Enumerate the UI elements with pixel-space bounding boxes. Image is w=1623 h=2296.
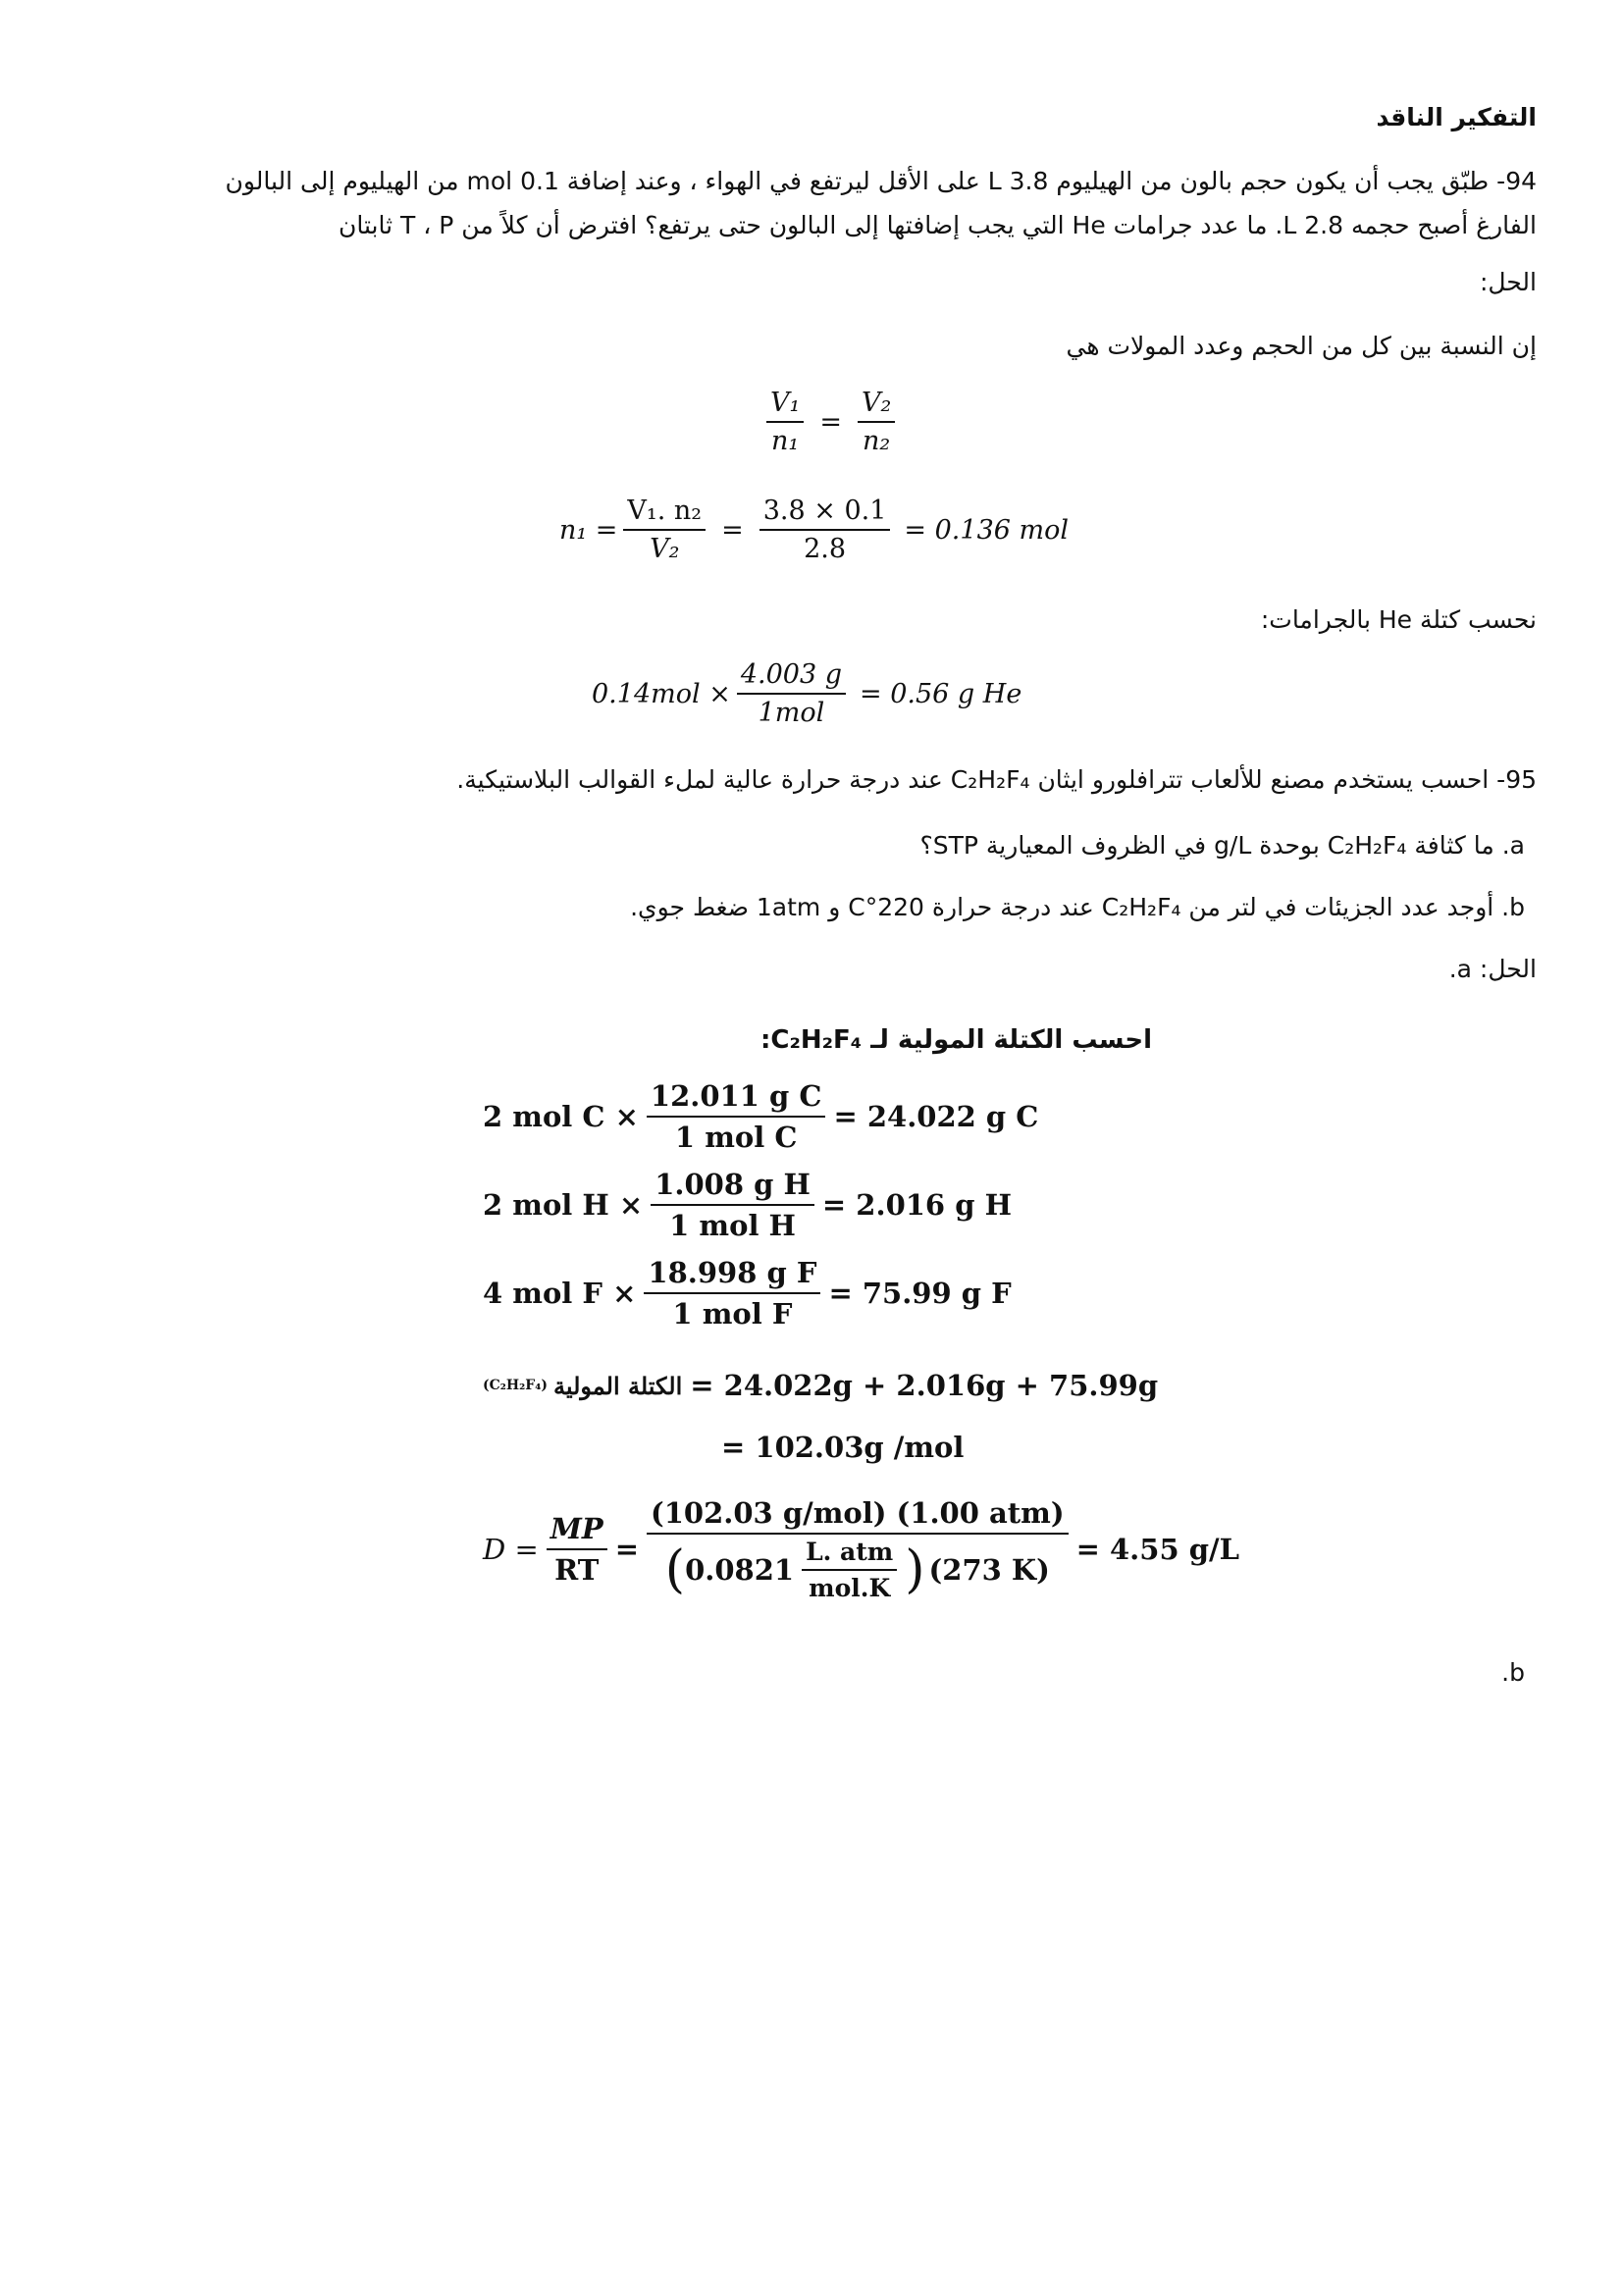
eq3-result: = 0.56 g He [860, 678, 1022, 709]
eq2-num1: V₁. n₂ [623, 496, 706, 531]
density-denominator [661, 1535, 1054, 1602]
density-result: = 4.55 g/L [1075, 1533, 1239, 1566]
fraction-gas-constant-units [802, 1538, 897, 1602]
eq3-lhs: 0.14mol × [592, 678, 731, 709]
eq1-right-num: V₂ [858, 388, 895, 423]
fraction-carbon [647, 1079, 826, 1154]
row-hydrogen-result: = 2.016 g H [821, 1188, 1012, 1222]
fraction-v1n2-v2 [623, 496, 706, 564]
fraction-v1-n1 [766, 388, 804, 456]
fraction-helium-molar-mass [737, 659, 846, 728]
eq2-den2: 2.8 [804, 534, 847, 564]
molar-row-fluorine [483, 1256, 1012, 1331]
row-carbon-result: = 24.022 g C [833, 1100, 1039, 1133]
density-gas-constant: 0.0821 [685, 1553, 795, 1587]
sum-label: الكتلة المولية [552, 1371, 683, 1400]
paren-open: ( [664, 1540, 686, 1599]
eq1-left-den: n₁ [771, 426, 800, 456]
moles-equation [559, 496, 1069, 564]
q95-part-b: b. أوجد عدد الجزيئات في لتر من C₂H₂F₄ عند درجة حرارة 220°C و 1atm ضغط جوي. [630, 893, 1525, 921]
q95-line-1: 95- احسب يستخدم مصنع للألعاب تترافلورو ايثان C₂H₂F₄ عند درجة حرارة عالية لملء القوالب البلاستيكية. [456, 765, 1537, 794]
fraction-fluorine [644, 1256, 820, 1331]
row-hydrogen-num: 1.008 g H [651, 1168, 814, 1206]
eq1-equals: = [819, 406, 842, 438]
row-fluorine-num: 18.998 g F [644, 1256, 820, 1294]
row-fluorine-den: 1 mol F [672, 1297, 793, 1331]
q94-mass-text: نحسب كتلة He بالجرامات: [1260, 605, 1537, 634]
eq2-lhs: n₁ = [559, 514, 618, 546]
density-lhs: D = [483, 1533, 539, 1566]
density-unit-den: mol.K [809, 1574, 891, 1602]
fraction-mp-rt [547, 1512, 607, 1587]
q94-solution-label: الحل: [1479, 268, 1537, 296]
molar-mass-sum [483, 1369, 1158, 1402]
mass-equation [592, 659, 1021, 728]
fraction-v2-n2 [858, 388, 895, 456]
eq1-left-num: V₁ [766, 388, 804, 423]
fraction-hydrogen [651, 1168, 814, 1242]
row-carbon-den: 1 mol C [674, 1121, 798, 1154]
fraction-values [759, 496, 891, 564]
row-hydrogen-den: 1 mol H [669, 1209, 796, 1242]
molar-mass-title: احسب الكتلة المولية لـ C₂H₂F₄: [760, 1025, 1152, 1055]
molar-row-hydrogen [483, 1168, 1012, 1242]
eq2-equals: = [721, 514, 744, 546]
density-temperature: (273 K) [928, 1553, 1050, 1587]
eq3-den: 1mol [758, 698, 825, 728]
q95-solution-label: الحل: a. [1448, 955, 1537, 983]
eq3-num: 4.003 g [737, 659, 846, 695]
q95-part-a: a. ما كثافة C₂H₂F₄ بوحدة g/L في الظروف المعيارية STP؟ [919, 831, 1525, 860]
paren-close: ) [905, 1540, 925, 1599]
density-equation [483, 1496, 1239, 1602]
density-num1: MP [547, 1512, 607, 1550]
density-den1: RT [554, 1553, 600, 1587]
eq2-num2: 3.8 × 0.1 [759, 496, 891, 531]
density-num2: (102.03 g/mol) (1.00 atm) [647, 1496, 1069, 1535]
row-carbon-num: 12.011 g C [647, 1079, 826, 1118]
eq1-right-den: n₂ [863, 426, 891, 456]
row-fluorine-result: = 75.99 g F [828, 1277, 1012, 1310]
row-fluorine-lhs: 4 mol F × [483, 1277, 637, 1310]
part-b-label: .b [1501, 1658, 1525, 1687]
density-unit-num: L. atm [802, 1538, 897, 1571]
molar-row-carbon [483, 1079, 1038, 1154]
sum-expression: = 24.022g + 2.016g + 75.99g [690, 1369, 1159, 1402]
q94-line-1: 94- طبّق يجب أن يكون حجم بالون من الهيليوم 3.8 L على الأقل ليرتفع في الهواء ، وعند إضافة 0.1 mol من الهيليوم إلى البالون [225, 167, 1537, 195]
section-heading: التفكير الناقد [1376, 103, 1537, 131]
molar-mass-result: = 102.03g /mol [721, 1431, 965, 1464]
ratio-equation [760, 388, 901, 456]
q94-ratio-text: إن النسبة بين كل من الحجم وعدد المولات هي [1066, 332, 1537, 360]
row-carbon-lhs: 2 mol C × [483, 1100, 639, 1133]
eq2-den1: V₂ [650, 534, 680, 564]
density-equals: = [614, 1533, 640, 1566]
sum-formula-subscript: (C₂H₂F₄) [483, 1378, 548, 1393]
row-hydrogen-lhs: 2 mol H × [483, 1188, 644, 1222]
fraction-density-values [647, 1496, 1069, 1602]
q94-line-2: الفارغ أصبح حجمه 2.8 L. ما عدد جرامات He التي يجب إضافتها إلى البالون حتى يرتفع؟ افترض أن كلاً من T ، P ثابتان [339, 211, 1537, 239]
eq2-result: = 0.136 mol [904, 514, 1069, 546]
